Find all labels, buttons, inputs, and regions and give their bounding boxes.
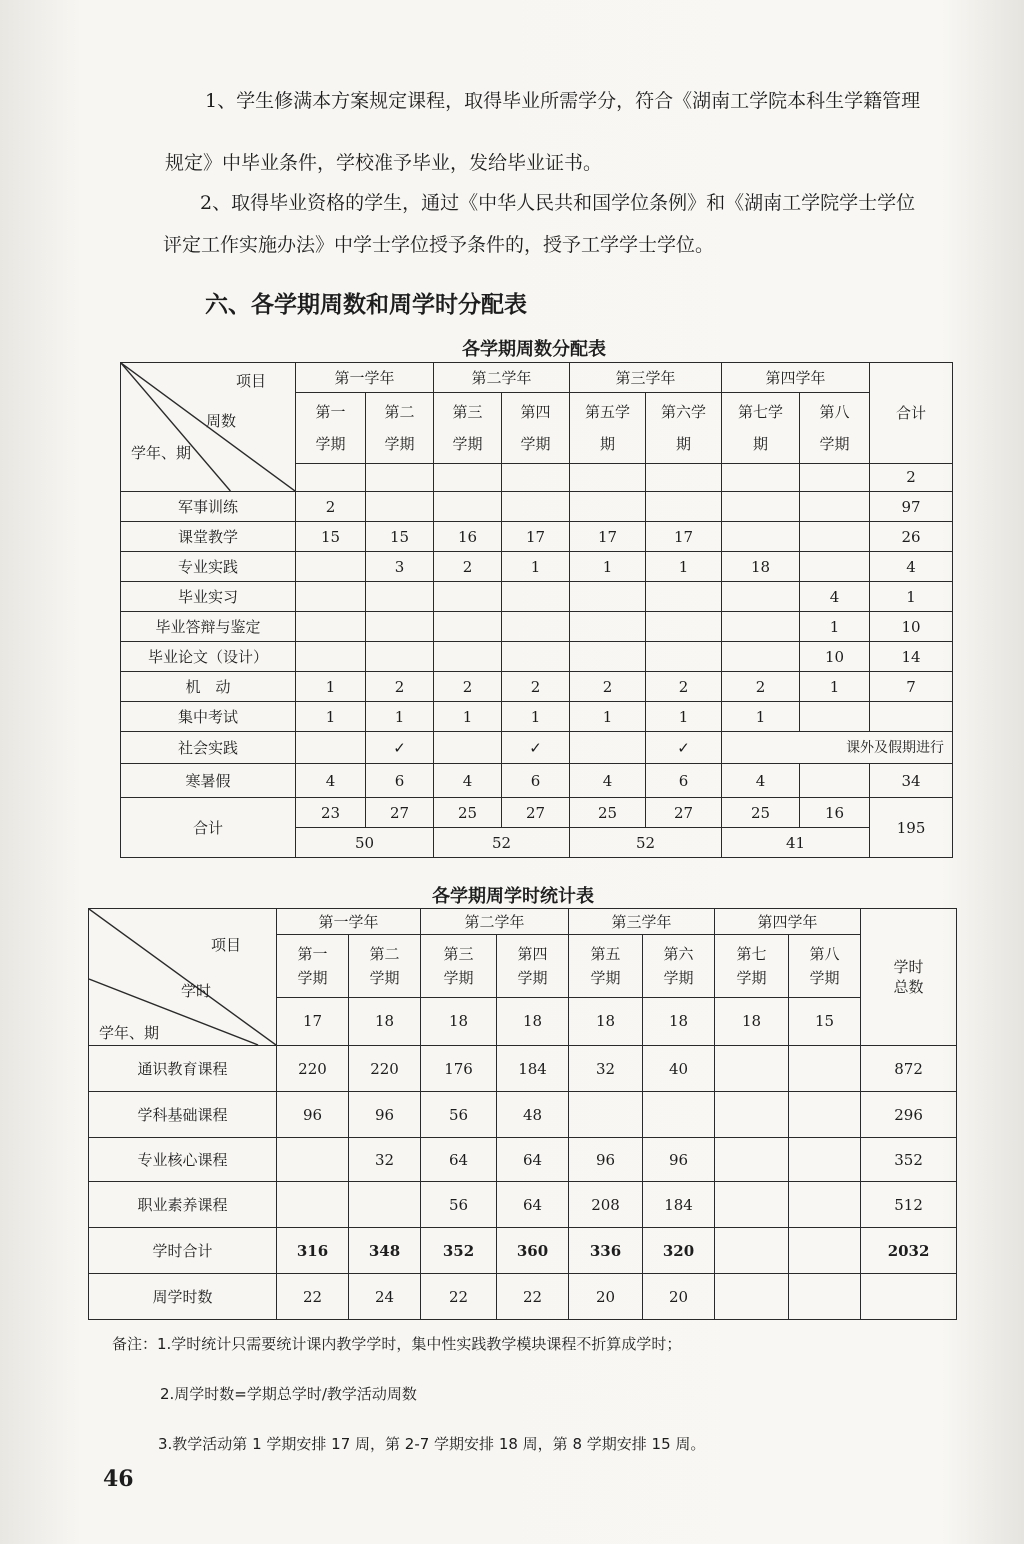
table2-cell: 20 bbox=[569, 1274, 643, 1320]
table1-cell: 4 bbox=[722, 764, 800, 798]
table1-term-total: 25 bbox=[722, 798, 800, 828]
table1-cell: 6 bbox=[366, 764, 434, 798]
table1-term-4: 第四 学期 bbox=[502, 393, 570, 464]
table2-cell bbox=[789, 1228, 861, 1274]
table2-cell: 64 bbox=[497, 1182, 569, 1228]
table2-year-2: 第二学年 bbox=[421, 909, 569, 935]
table1-cell: 15 bbox=[366, 522, 434, 552]
table1-cell: 6 bbox=[646, 764, 722, 798]
table2-cell bbox=[715, 1092, 789, 1138]
table2-term-1: 第一 学期 bbox=[277, 935, 349, 997]
table1-row-label: 毕业答辩与鉴定 bbox=[121, 612, 296, 642]
table1-year-2: 第二学年 bbox=[434, 363, 570, 393]
table1-cell bbox=[800, 552, 870, 582]
table1-term-3: 第三 学期 bbox=[434, 393, 502, 464]
table2-year-4: 第四学年 bbox=[715, 909, 861, 935]
table1-cell bbox=[800, 522, 870, 552]
table1-cell bbox=[570, 612, 646, 642]
table1-check-cell: ✓ bbox=[646, 732, 722, 764]
table1-cell: 1 bbox=[366, 702, 434, 732]
table2-cell: 96 bbox=[569, 1138, 643, 1182]
table1-check-cell bbox=[434, 732, 502, 764]
table1-cell bbox=[722, 522, 800, 552]
note-3: 3.教学活动第 1 学期安排 17 周，第 2-7 学期安排 18 周，第 8 学期安排 15 周。 bbox=[158, 1435, 706, 1453]
table1-cell: 17 bbox=[502, 522, 570, 552]
table1-cell: 2 bbox=[502, 672, 570, 702]
table1-header-total-value: 2 bbox=[870, 463, 953, 491]
table1-cell bbox=[502, 582, 570, 612]
table1-cell: 2 bbox=[434, 672, 502, 702]
table2-cell: 220 bbox=[277, 1046, 349, 1092]
table2-row-label: 专业核心课程 bbox=[89, 1138, 277, 1182]
table1-grand-total: 195 bbox=[870, 798, 953, 858]
table2-row bbox=[89, 1228, 957, 1274]
table2-cell: 360 bbox=[497, 1228, 569, 1274]
table2-cell: 24 bbox=[349, 1274, 421, 1320]
table1-cell: 4 bbox=[800, 582, 870, 612]
table1-row-total: 97 bbox=[870, 492, 953, 522]
table2-cell: 22 bbox=[277, 1274, 349, 1320]
table1-row-total: 7 bbox=[870, 672, 953, 702]
table1-cell: 15 bbox=[296, 522, 366, 552]
table2-cell: 22 bbox=[421, 1274, 497, 1320]
table1-cell: 2 bbox=[570, 672, 646, 702]
table1-cell: 17 bbox=[646, 522, 722, 552]
table2-term-7: 第七 学期 bbox=[715, 935, 789, 997]
table1-row-label: 社会实践 bbox=[121, 732, 296, 764]
table1-corner-mid-label: 周数 bbox=[206, 412, 237, 430]
table1-year-1: 第一学年 bbox=[296, 363, 434, 393]
table2-cell: 176 bbox=[421, 1046, 497, 1092]
table2-cell bbox=[789, 1274, 861, 1320]
table2-weeks-cell: 18 bbox=[569, 997, 643, 1045]
table1-row-total: 14 bbox=[870, 642, 953, 672]
table1-year-total: 52 bbox=[434, 828, 570, 858]
table1-cell: 1 bbox=[646, 702, 722, 732]
table2-cell: 20 bbox=[643, 1274, 715, 1320]
table2-cell: 32 bbox=[349, 1138, 421, 1182]
table2-cell: 348 bbox=[349, 1228, 421, 1274]
table1-cell: 1 bbox=[800, 672, 870, 702]
table2-cell bbox=[789, 1182, 861, 1228]
table1-blank-cell bbox=[296, 463, 366, 491]
table1-corner-top-label: 项目 bbox=[236, 372, 267, 390]
table2-row-label: 职业素养课程 bbox=[89, 1182, 277, 1228]
table2-weeks-cell: 18 bbox=[643, 997, 715, 1045]
table1-corner-header bbox=[121, 363, 296, 492]
table1-term-7: 第七学 期 bbox=[722, 393, 800, 464]
table1-cell: 1 bbox=[296, 702, 366, 732]
table1-cell: 4 bbox=[570, 764, 646, 798]
table2-row-label: 周学时数 bbox=[89, 1274, 277, 1320]
table1-caption: 各学期周数分配表 bbox=[462, 339, 606, 360]
table1-cell: 4 bbox=[296, 764, 366, 798]
table1-cell bbox=[434, 492, 502, 522]
table1-check-cell bbox=[570, 732, 646, 764]
table1-cell bbox=[502, 612, 570, 642]
table1-cell bbox=[646, 642, 722, 672]
table1-cell bbox=[366, 642, 434, 672]
table1-year-4: 第四学年 bbox=[722, 363, 870, 393]
table2-weeks-cell: 18 bbox=[421, 997, 497, 1045]
table2-cell bbox=[715, 1138, 789, 1182]
table2-cell bbox=[715, 1274, 789, 1320]
paragraph-line-2: 规定》中毕业条件，学校准予毕业，发给毕业证书。 bbox=[165, 152, 603, 174]
table1-cell: 1 bbox=[296, 672, 366, 702]
table1-row-total: 1 bbox=[870, 582, 953, 612]
table1-cell: 6 bbox=[502, 764, 570, 798]
table2-corner-header bbox=[89, 909, 277, 1046]
table1-cell: 1 bbox=[502, 552, 570, 582]
table2-row-label: 通识教育课程 bbox=[89, 1046, 277, 1092]
table2-cell bbox=[715, 1182, 789, 1228]
table1-cell bbox=[502, 642, 570, 672]
table1-cell: 1 bbox=[570, 702, 646, 732]
table2-cell: 48 bbox=[497, 1092, 569, 1138]
table2-cell: 220 bbox=[349, 1046, 421, 1092]
table1-cell: 2 bbox=[434, 552, 502, 582]
table1-row bbox=[121, 732, 953, 764]
table1-cell: 17 bbox=[570, 522, 646, 552]
section-heading: 六、各学期周数和周学时分配表 bbox=[205, 292, 527, 318]
table2-cell bbox=[569, 1092, 643, 1138]
table2-cell: 316 bbox=[277, 1228, 349, 1274]
table2-cell: 96 bbox=[277, 1092, 349, 1138]
table1-cell: 4 bbox=[434, 764, 502, 798]
table2-cell: 56 bbox=[421, 1182, 497, 1228]
table1-cell: 1 bbox=[646, 552, 722, 582]
table1-cell bbox=[722, 492, 800, 522]
table1-row bbox=[121, 642, 953, 672]
table1-term-2: 第二 学期 bbox=[366, 393, 434, 464]
table1-cell bbox=[296, 612, 366, 642]
table2-cell: 320 bbox=[643, 1228, 715, 1274]
table1-check-cell: ✓ bbox=[502, 732, 570, 764]
paragraph-line-4: 评定工作实施办法》中学士学位授予条件的，授予工学学士学位。 bbox=[163, 234, 715, 256]
table1-term-8: 第八 学期 bbox=[800, 393, 870, 464]
table1-cell bbox=[646, 582, 722, 612]
table1-cell bbox=[570, 492, 646, 522]
table2-year-1: 第一学年 bbox=[277, 909, 421, 935]
table1-cell bbox=[800, 764, 870, 798]
weeks-allocation-table bbox=[120, 362, 953, 858]
table2-corner-mid-label: 学时 bbox=[181, 982, 212, 1000]
table2-cell bbox=[643, 1092, 715, 1138]
table2-row-label: 学科基础课程 bbox=[89, 1092, 277, 1138]
table1-year-total: 50 bbox=[296, 828, 434, 858]
table2-row bbox=[89, 1138, 957, 1182]
table1-check-cell: ✓ bbox=[366, 732, 434, 764]
table2-cell bbox=[789, 1092, 861, 1138]
table1-cell: 1 bbox=[570, 552, 646, 582]
table1-row bbox=[121, 672, 953, 702]
table2-year-3: 第三学年 bbox=[569, 909, 715, 935]
table1-cell bbox=[722, 612, 800, 642]
table1-term-total: 16 bbox=[800, 798, 870, 828]
table1-cell: 2 bbox=[646, 672, 722, 702]
table2-weeks-cell: 18 bbox=[497, 997, 569, 1045]
table1-cell bbox=[502, 492, 570, 522]
table1-row bbox=[121, 582, 953, 612]
table2-cell bbox=[715, 1228, 789, 1274]
paragraph-line-3: 2、取得毕业资格的学生，通过《中华人民共和国学位条例》和《湖南工学院学士学位 bbox=[200, 192, 916, 214]
table1-row-total: 10 bbox=[870, 612, 953, 642]
table1-cell bbox=[366, 612, 434, 642]
table2-cell: 64 bbox=[497, 1138, 569, 1182]
table2-row-total: 872 bbox=[861, 1046, 957, 1092]
table1-row bbox=[121, 492, 953, 522]
table1-cell bbox=[366, 582, 434, 612]
table2-cell: 22 bbox=[497, 1274, 569, 1320]
table1-blank-cell bbox=[502, 463, 570, 491]
table2-cell: 64 bbox=[421, 1138, 497, 1182]
note-2: 2.周学时数=学期总学时/教学活动周数 bbox=[160, 1385, 417, 1403]
table2-row bbox=[89, 1092, 957, 1138]
table1-cell: 2 bbox=[366, 672, 434, 702]
table2-weeks-cell: 18 bbox=[349, 997, 421, 1045]
table1-cell bbox=[434, 612, 502, 642]
table1-row-label: 机 动 bbox=[121, 672, 296, 702]
table1-cell bbox=[434, 582, 502, 612]
table1-blank-cell bbox=[434, 463, 502, 491]
table1-term-5: 第五学 期 bbox=[570, 393, 646, 464]
table1-total-header: 合计 bbox=[870, 363, 953, 464]
table1-row-total bbox=[870, 702, 953, 732]
table1-cell: 18 bbox=[722, 552, 800, 582]
table1-term-total: 27 bbox=[502, 798, 570, 828]
table1-row-label: 军事训练 bbox=[121, 492, 296, 522]
table2-weeks-cell: 17 bbox=[277, 997, 349, 1045]
table2-row-total: 352 bbox=[861, 1138, 957, 1182]
table1-cell bbox=[800, 492, 870, 522]
table2-term-3: 第三 学期 bbox=[421, 935, 497, 997]
table1-row-total: 4 bbox=[870, 552, 953, 582]
table1-check-cell bbox=[296, 732, 366, 764]
table2-corner-bottom-label: 学年、期 bbox=[99, 1024, 160, 1042]
table1-term-6: 第六学 期 bbox=[646, 393, 722, 464]
table2-term-5: 第五 学期 bbox=[569, 935, 643, 997]
table2-row-total bbox=[861, 1274, 957, 1320]
table1-cell bbox=[296, 552, 366, 582]
table2-row bbox=[89, 1274, 957, 1320]
table2-corner-top-label: 项目 bbox=[211, 936, 242, 954]
table1-blank-cell bbox=[570, 463, 646, 491]
table1-row-label: 集中考试 bbox=[121, 702, 296, 732]
table2-weeks-cell: 15 bbox=[789, 997, 861, 1045]
table1-row-label: 课堂教学 bbox=[121, 522, 296, 552]
table2-cell bbox=[277, 1138, 349, 1182]
table2-row bbox=[89, 1046, 957, 1092]
table1-row bbox=[121, 552, 953, 582]
table1-cell: 1 bbox=[434, 702, 502, 732]
table2-row bbox=[89, 1182, 957, 1228]
table2-cell: 56 bbox=[421, 1092, 497, 1138]
table2-row-total: 2032 bbox=[861, 1228, 957, 1274]
table1-row-total: 26 bbox=[870, 522, 953, 552]
table1-cell bbox=[646, 612, 722, 642]
table1-social-note: 课外及假期进行 bbox=[722, 732, 953, 764]
table2-term-8: 第八 学期 bbox=[789, 935, 861, 997]
table1-row-label: 专业实践 bbox=[121, 552, 296, 582]
table1-cell bbox=[434, 642, 502, 672]
table2-cell: 208 bbox=[569, 1182, 643, 1228]
weekly-hours-table bbox=[88, 908, 957, 1320]
table2-cell bbox=[789, 1138, 861, 1182]
table1-year-3: 第三学年 bbox=[570, 363, 722, 393]
table1-year-total: 41 bbox=[722, 828, 870, 858]
table2-cell: 32 bbox=[569, 1046, 643, 1092]
table1-blank-cell bbox=[646, 463, 722, 491]
table1-row bbox=[121, 702, 953, 732]
table1-row-total: 34 bbox=[870, 764, 953, 798]
table2-term-6: 第六 学期 bbox=[643, 935, 715, 997]
table1-year-total: 52 bbox=[570, 828, 722, 858]
table1-term-total: 25 bbox=[570, 798, 646, 828]
table1-cell bbox=[296, 642, 366, 672]
table2-weeks-cell: 18 bbox=[715, 997, 789, 1045]
table1-term-1: 第一 学期 bbox=[296, 393, 366, 464]
table2-caption: 各学期周学时统计表 bbox=[432, 886, 594, 907]
table1-total-label: 合计 bbox=[121, 798, 296, 858]
table1-blank-cell bbox=[366, 463, 434, 491]
note-1: 备注：1.学时统计只需要统计课内教学学时，集中性实践教学模块课程不折算成学时； bbox=[112, 1335, 682, 1353]
table2-cell bbox=[715, 1046, 789, 1092]
table1-blank-cell bbox=[800, 463, 870, 491]
table1-term-total: 25 bbox=[434, 798, 502, 828]
table1-cell: 16 bbox=[434, 522, 502, 552]
table1-term-total: 23 bbox=[296, 798, 366, 828]
table1-cell bbox=[800, 702, 870, 732]
table1-row-label: 毕业实习 bbox=[121, 582, 296, 612]
table2-cell: 184 bbox=[643, 1182, 715, 1228]
table2-cell: 96 bbox=[643, 1138, 715, 1182]
table1-cell bbox=[646, 492, 722, 522]
table1-row-label: 毕业论文（设计） bbox=[121, 642, 296, 672]
table1-row-label: 寒暑假 bbox=[121, 764, 296, 798]
table2-cell: 336 bbox=[569, 1228, 643, 1274]
table2-cell: 352 bbox=[421, 1228, 497, 1274]
table1-cell: 10 bbox=[800, 642, 870, 672]
table1-corner-bottom-label: 学年、期 bbox=[131, 444, 192, 462]
table1-cell: 2 bbox=[722, 672, 800, 702]
table1-cell bbox=[570, 642, 646, 672]
table2-cell: 96 bbox=[349, 1092, 421, 1138]
table2-row-total: 512 bbox=[861, 1182, 957, 1228]
table2-row-label: 学时合计 bbox=[89, 1228, 277, 1274]
table2-term-4: 第四 学期 bbox=[497, 935, 569, 997]
table1-cell: 2 bbox=[296, 492, 366, 522]
paragraph-line-1: 1、学生修满本方案规定课程，取得毕业所需学分，符合《湖南工学院本科生学籍管理 bbox=[205, 90, 921, 112]
table1-cell: 1 bbox=[800, 612, 870, 642]
page-number: 46 bbox=[103, 1466, 134, 1492]
table1-cell: 1 bbox=[502, 702, 570, 732]
table1-row bbox=[121, 522, 953, 552]
table1-term-total: 27 bbox=[646, 798, 722, 828]
table1-term-total: 27 bbox=[366, 798, 434, 828]
table2-cell: 40 bbox=[643, 1046, 715, 1092]
table2-term-2: 第二 学期 bbox=[349, 935, 421, 997]
table2-total-header: 学时 总数 bbox=[861, 909, 957, 1046]
table1-cell: 3 bbox=[366, 552, 434, 582]
table1-cell: 1 bbox=[722, 702, 800, 732]
table1-cell bbox=[296, 582, 366, 612]
table2-row-total: 296 bbox=[861, 1092, 957, 1138]
table2-cell bbox=[349, 1182, 421, 1228]
table1-row bbox=[121, 764, 953, 798]
table1-cell bbox=[722, 582, 800, 612]
table1-blank-cell bbox=[722, 463, 800, 491]
table1-row bbox=[121, 612, 953, 642]
table1-cell bbox=[366, 492, 434, 522]
table1-cell bbox=[722, 642, 800, 672]
table2-cell bbox=[789, 1046, 861, 1092]
table2-cell: 184 bbox=[497, 1046, 569, 1092]
table2-cell bbox=[277, 1182, 349, 1228]
table1-cell bbox=[570, 582, 646, 612]
